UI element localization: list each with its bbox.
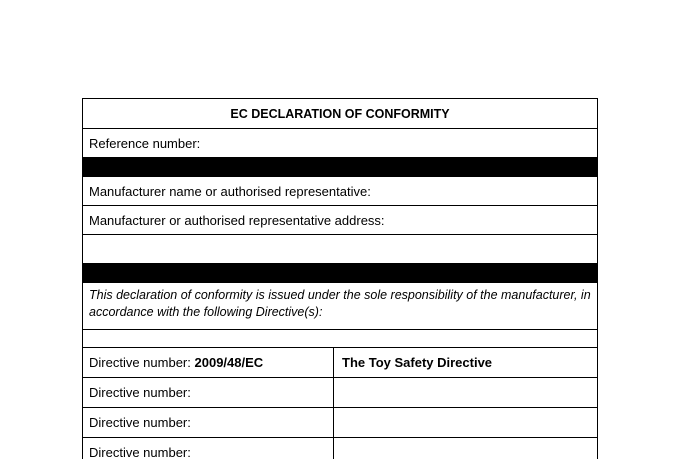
manufacturer-name-label: Manufacturer name or authorised representative: (89, 184, 371, 199)
directive-number-cell (83, 438, 334, 459)
directive-name-cell (334, 378, 597, 407)
directive-number-label: Directive number: (89, 415, 191, 430)
directive-row (83, 378, 597, 408)
directive-number-label: Directive number: (89, 355, 191, 370)
reference-number-label: Reference number: (89, 136, 201, 151)
directive-number-value: 2009/48/EC (194, 355, 264, 370)
directive-number-label: Directive number: (89, 385, 191, 400)
manufacturer-address-label: Manufacturer or authorised representative address: (89, 213, 385, 228)
directive-name-cell: The Toy Safety Directive (342, 355, 493, 370)
directive-name-cell (334, 408, 597, 437)
directive-number-cell (83, 408, 334, 437)
directive-number-cell (83, 348, 334, 377)
reference-number-row (83, 129, 597, 158)
directive-number-label: Directive number: (89, 445, 191, 459)
conformity-statement: This declaration of conformity is issued under the sole responsibility of the manufacturer, in accordance with the following Directive(s): (83, 283, 597, 330)
directive-row (83, 348, 597, 378)
section-divider-bar (83, 264, 597, 283)
spacer-row (83, 330, 597, 348)
section-divider-bar (83, 158, 597, 177)
directive-name-cell (334, 438, 597, 459)
address-blank-row (83, 235, 597, 264)
form-title: EC DECLARATION OF CONFORMITY (83, 99, 597, 129)
directive-number-cell (83, 378, 334, 407)
declaration-form-table (82, 98, 598, 459)
manufacturer-name-row (83, 177, 597, 206)
manufacturer-address-row (83, 206, 597, 235)
directive-row (83, 438, 597, 459)
directive-row (83, 408, 597, 438)
